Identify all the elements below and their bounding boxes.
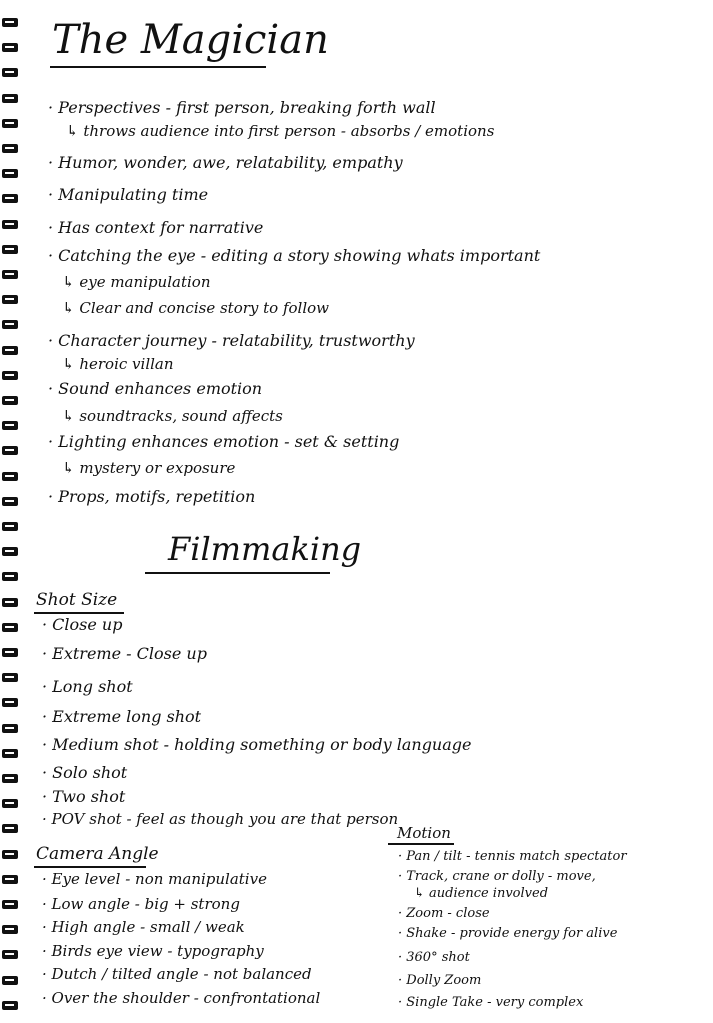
note-line: · Humor, wonder, awe, relatability, empathy <box>48 153 403 172</box>
spiral-ring <box>2 1001 18 1010</box>
spiral-ring <box>2 220 18 229</box>
motion-heading: Motion <box>397 824 451 842</box>
spiral-ring <box>2 472 18 481</box>
note-line: ↳ heroic villan <box>62 355 174 373</box>
shot-size-heading: Shot Size <box>36 590 118 610</box>
spiral-ring <box>2 497 18 506</box>
spiral-ring <box>2 43 18 52</box>
note-line: · Manipulating time <box>48 185 209 204</box>
spiral-ring <box>2 900 18 909</box>
camera-angle-item: · High angle - small / weak <box>42 918 245 936</box>
shot-size-item: · Two shot <box>42 787 126 806</box>
camera-angle-heading: Camera Angle <box>36 844 159 864</box>
note-line: ↳ soundtracks, sound affects <box>62 407 283 425</box>
spiral-ring <box>2 522 18 531</box>
camera-angle-item: · Over the shoulder - confrontational <box>42 989 321 1007</box>
note-line: · Character journey - relatability, trustworthy <box>48 331 415 350</box>
spiral-ring <box>2 875 18 884</box>
spiral-ring <box>2 799 18 808</box>
camera-angle-underline <box>34 866 146 868</box>
shot-size-item: · Extreme - Close up <box>42 644 207 663</box>
spiral-ring <box>2 446 18 455</box>
camera-angle-item: · Dutch / tilted angle - not balanced <box>42 965 312 983</box>
note-line: · Lighting enhances emotion - set & setting <box>48 432 400 451</box>
spiral-ring <box>2 950 18 959</box>
motion-item: ↳ audience involved <box>414 886 549 901</box>
shot-size-item: · Solo shot <box>42 763 128 782</box>
camera-angle-item: · Birds eye view - typography <box>42 942 264 960</box>
spiral-ring <box>2 18 18 27</box>
spiral-ring <box>2 598 18 607</box>
spiral-ring <box>2 421 18 430</box>
spiral-ring <box>2 850 18 859</box>
spiral-ring <box>2 724 18 733</box>
spiral-ring <box>2 295 18 304</box>
motion-item: · Dolly Zoom <box>398 973 482 988</box>
spiral-ring <box>2 749 18 758</box>
note-line: ↳ throws audience into first person - absorbs / emotions <box>66 122 495 140</box>
spiral-ring <box>2 698 18 707</box>
spiral-ring <box>2 346 18 355</box>
spiral-ring <box>2 119 18 128</box>
motion-item: · 360° shot <box>398 950 470 965</box>
note-line: · Catching the eye - editing a story showing whats important <box>48 246 541 265</box>
shot-size-item: · Close up <box>42 615 123 634</box>
section-title-filmmaking: Filmmaking <box>168 530 362 568</box>
spiral-ring <box>2 572 18 581</box>
motion-item: · Pan / tilt - tennis match spectator <box>398 849 627 864</box>
spiral-ring <box>2 976 18 985</box>
page-title: The Magician <box>52 17 329 63</box>
note-line: ↳ mystery or exposure <box>62 459 236 477</box>
note-line: · Props, motifs, repetition <box>48 487 256 506</box>
spiral-ring <box>2 169 18 178</box>
spiral-ring <box>2 673 18 682</box>
note-line: ↳ Clear and concise story to follow <box>62 299 330 317</box>
spiral-ring <box>2 824 18 833</box>
shot-size-item: · Long shot <box>42 677 133 696</box>
spiral-ring <box>2 194 18 203</box>
spiral-ring <box>2 94 18 103</box>
spiral-ring <box>2 925 18 934</box>
shot-size-item: · Medium shot - holding something or body language <box>42 735 472 754</box>
filmmaking-underline <box>145 572 330 574</box>
motion-item: · Shake - provide energy for alive <box>398 926 618 941</box>
spiral-ring <box>2 396 18 405</box>
motion-item: · Single Take - very complex <box>398 995 584 1010</box>
shot-size-item: · Extreme long shot <box>42 707 202 726</box>
shot-size-underline <box>34 612 124 614</box>
note-line: ↳ eye manipulation <box>62 273 211 291</box>
note-line: · Has context for narrative <box>48 218 264 237</box>
spiral-ring <box>2 371 18 380</box>
shot-size-item: · POV shot - feel as though you are that person <box>42 810 399 828</box>
motion-underline <box>388 843 454 845</box>
spiral-ring <box>2 245 18 254</box>
spiral-ring <box>2 270 18 279</box>
motion-item: · Zoom - close <box>398 906 490 921</box>
spiral-ring <box>2 320 18 329</box>
spiral-ring <box>2 623 18 632</box>
spiral-ring <box>2 774 18 783</box>
notebook-spiral-binding <box>0 0 22 1023</box>
spiral-ring <box>2 68 18 77</box>
camera-angle-item: · Eye level - non manipulative <box>42 870 267 888</box>
note-line: · Perspectives - first person, breaking forth wall <box>48 98 436 117</box>
camera-angle-item: · Low angle - big + strong <box>42 895 240 913</box>
title-underline <box>50 66 266 68</box>
spiral-ring <box>2 144 18 153</box>
spiral-ring <box>2 648 18 657</box>
motion-item: · Track, crane or dolly - move, <box>398 869 596 884</box>
note-line: · Sound enhances emotion <box>48 379 263 398</box>
spiral-ring <box>2 547 18 556</box>
